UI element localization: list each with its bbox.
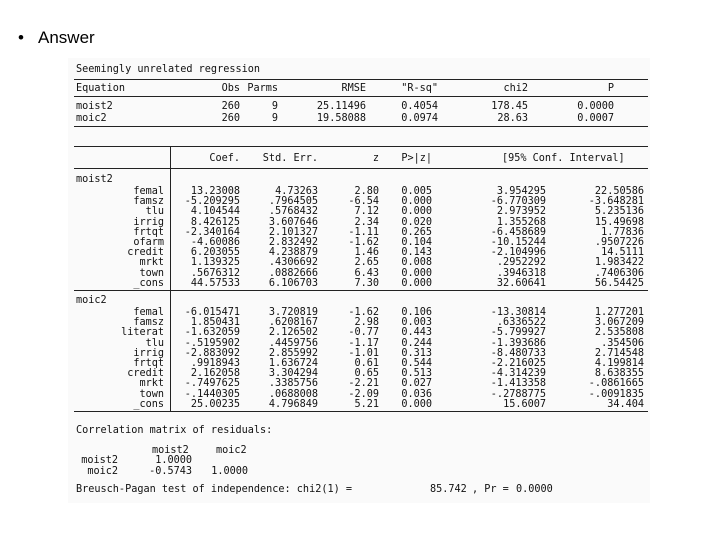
coef-header: P>|z| (401, 153, 432, 164)
coef-cell: 0.036 (401, 388, 432, 400)
corr-col-header: moic2 (216, 445, 247, 456)
summary-cell: 260 (221, 113, 240, 124)
variable-name: famsz (133, 317, 164, 329)
corr-row-label: moist2 (81, 455, 118, 466)
coef-cell: -.5195902 (184, 337, 240, 349)
coef-cell: 0.104 (401, 237, 432, 248)
coef-cell: 8.426125 (190, 216, 240, 228)
coef-cell: .4459756 (268, 337, 318, 349)
coef-cell: 1.277201 (594, 307, 644, 318)
coef-cell: -2.104996 (490, 247, 546, 259)
summary-top-rule (74, 79, 648, 80)
variable-name: irrig (133, 216, 164, 228)
coef-cell: 5.235136 (594, 206, 644, 218)
coef-cell: -3.648281 (588, 196, 644, 208)
variable-name: tlu (145, 337, 164, 349)
equation-name: moic2 (76, 295, 107, 306)
bullet-item (18, 28, 95, 48)
bp-test-label: Breusch-Pagan test of independence: chi2(1) = (76, 484, 353, 495)
summary-cell: 178.45 (491, 101, 528, 112)
coef-top-rule (74, 146, 648, 147)
summary-header: chi2 (503, 83, 528, 94)
coef-cell: 8.638355 (594, 368, 644, 380)
coef-cell: 4.199814 (594, 358, 644, 369)
coef-cell: 3.954295 (496, 186, 546, 197)
variable-name: town (139, 388, 164, 400)
coef-cell: 0.265 (401, 226, 432, 238)
corr-col-header: moist2 (152, 445, 189, 456)
variable-name: famsz (133, 196, 164, 208)
coef-cell: -10.15244 (490, 237, 546, 248)
coef-cell: 22.50586 (594, 186, 644, 197)
variable-name: mrkt (139, 257, 164, 269)
coef-cell: -0.77 (348, 327, 379, 339)
coef-cell: .0688008 (268, 388, 318, 400)
coef-cell: .7964505 (268, 196, 318, 208)
coef-cell: 0.000 (401, 196, 432, 208)
coef-cell: -1.62 (348, 307, 379, 318)
coef-cell: .7406306 (594, 267, 644, 279)
coef-cell: 56.54425 (594, 277, 644, 289)
corr-title: Correlation matrix of residuals: (76, 425, 273, 436)
coef-cell: -4.60086 (190, 237, 240, 248)
corr-row-label: moic2 (87, 466, 118, 477)
coef-cell: 3.720819 (268, 307, 318, 318)
coef-cell: -2.21 (348, 378, 379, 390)
coef-cell: 34.404 (607, 398, 644, 410)
coef-cell: -.7497625 (184, 378, 240, 390)
coef-cell: 2.65 (354, 257, 379, 269)
coef-cell: 0.008 (401, 257, 432, 269)
coef-cell: 4.796849 (268, 398, 318, 410)
summary-cell: 9 (271, 101, 278, 112)
coef-cell: 0.000 (401, 277, 432, 289)
coef-cell: 44.57533 (190, 277, 240, 289)
coef-cell: .6208167 (268, 317, 318, 329)
coef-cell: 0.000 (401, 267, 432, 279)
coef-cell: 1.355268 (496, 216, 546, 228)
coef-cell: 1.139325 (190, 257, 240, 269)
coef-cell: 0.244 (401, 337, 432, 349)
summary-cell: moist2 (76, 101, 113, 112)
coef-cell: -2.340164 (184, 226, 240, 238)
bp-test-chi2: 85.742 (430, 484, 467, 495)
coef-cell: 25.00235 (190, 398, 240, 410)
regression-output (68, 58, 650, 503)
variable-name: femal (133, 307, 164, 318)
coef-cell: 2.855992 (268, 347, 318, 359)
coef-cell: 0.020 (401, 216, 432, 228)
bp-test-pr: 0.0000 (516, 484, 553, 495)
coef-cell: -2.09 (348, 388, 379, 400)
coef-cell: -.0091835 (588, 388, 644, 400)
coef-cell: 15.6007 (503, 398, 546, 410)
summary-header: Obs (221, 83, 240, 94)
summary-header: RMSE (341, 83, 366, 94)
corr-cell: 1.0000 (211, 466, 248, 477)
coef-cell: -13.30814 (490, 307, 546, 318)
coef-cell: 0.544 (401, 358, 432, 369)
coef-cell: -.2788775 (490, 388, 546, 400)
corr-cell: 1.0000 (155, 455, 192, 466)
coef-cell: -5.799927 (490, 327, 546, 339)
coef-cell: .2952292 (496, 257, 546, 269)
variable-name: frtqt (133, 226, 164, 238)
coef-cell: 0.000 (401, 206, 432, 218)
summary-cell: 0.0974 (401, 113, 438, 124)
coef-cell: -5.209295 (184, 196, 240, 208)
coef-cell: 1.983422 (594, 257, 644, 269)
bp-test-pr-label: , Pr = (472, 484, 509, 495)
coef-cell: 1.850431 (190, 317, 240, 329)
coef-cell: 2.80 (354, 186, 379, 197)
corr-cell: -0.5743 (149, 466, 192, 477)
coef-cell: 0.000 (401, 398, 432, 410)
coef-cell: 32.60641 (496, 277, 546, 289)
coef-cell: .3946318 (496, 267, 546, 279)
summary-header: "R-sq" (401, 83, 438, 94)
coef-cell: -.0861665 (588, 378, 644, 390)
coef-cell: -6.54 (348, 196, 379, 208)
summary-cell: 0.4054 (401, 101, 438, 112)
summary-cell: moic2 (76, 113, 107, 124)
coef-cell: -6.015471 (184, 307, 240, 318)
variable-name: tlu (145, 206, 164, 218)
coef-cell: 4.73263 (275, 186, 318, 197)
coef-cell: -1.393686 (490, 337, 546, 349)
coef-cell: 2.973952 (496, 206, 546, 218)
variable-name: frtqt (133, 358, 164, 369)
coef-cell: 7.30 (354, 277, 379, 289)
summary-cell: 25.11496 (316, 101, 366, 112)
coef-cell: 0.143 (401, 247, 432, 259)
summary-mid-rule (74, 96, 648, 97)
coef-header: Std. Err. (262, 153, 318, 164)
coef-cell: 0.005 (401, 186, 432, 197)
coef-cell: 0.003 (401, 317, 432, 329)
coef-cell: 2.714548 (594, 347, 644, 359)
coef-cell: 3.067209 (594, 317, 644, 329)
variable-name: femal (133, 186, 164, 197)
coef-cell: -6.458689 (490, 226, 546, 238)
variable-name: irrig (133, 347, 164, 359)
coef-cell: 6.43 (354, 267, 379, 279)
coef-cell: 1.636724 (268, 358, 318, 369)
variable-name: credit (127, 247, 164, 259)
coef-cell: 14.5111 (601, 247, 644, 259)
coef-cell: 0.513 (401, 368, 432, 380)
variable-name: town (139, 267, 164, 279)
variable-name: literat (121, 327, 164, 339)
equation-divider (74, 411, 648, 412)
coef-cell: 0.65 (354, 368, 379, 380)
coef-cell: .4306692 (268, 257, 318, 269)
variable-name: credit (127, 368, 164, 380)
coef-cell: .9918943 (190, 358, 240, 369)
coef-cell: -2.883092 (184, 347, 240, 359)
summary-cell: 0.0007 (577, 113, 614, 124)
coef-cell: -1.62 (348, 237, 379, 248)
coef-cell: 4.238879 (268, 247, 318, 259)
output-title: Seemingly unrelated regression (76, 64, 261, 75)
coef-header-rule (74, 168, 648, 169)
coef-cell: .3385756 (268, 378, 318, 390)
coef-cell: 2.162058 (190, 368, 240, 380)
coef-cell: 3.607646 (268, 216, 318, 228)
coef-cell: 6.106703 (268, 277, 318, 289)
coef-cell: 2.34 (354, 216, 379, 228)
coef-cell: -1.17 (348, 337, 379, 349)
coef-cell: 0.027 (401, 378, 432, 390)
bullet-text: Answer (38, 28, 95, 47)
summary-header: P (607, 83, 614, 94)
coef-cell: .5676312 (190, 267, 240, 279)
coef-cell: 1.46 (354, 247, 379, 259)
coef-cell: 2.98 (354, 317, 379, 329)
coef-cell: 0.61 (354, 358, 379, 369)
coef-cell: -1.632059 (184, 327, 240, 339)
coef-cell: .5768432 (268, 206, 318, 218)
coef-cell: .354506 (601, 337, 644, 349)
coef-cell: -1.11 (348, 226, 379, 238)
summary-cell: 19.58088 (316, 113, 366, 124)
coef-cell: 2.535808 (594, 327, 644, 339)
coef-cell: 15.49698 (594, 216, 644, 228)
coef-cell: 6.203055 (190, 247, 240, 259)
coef-cell: -.1440305 (184, 388, 240, 400)
coef-cell: -6.770309 (490, 196, 546, 208)
coef-cell: 0.443 (401, 327, 432, 339)
coef-cell: 2.832492 (268, 237, 318, 248)
variable-name: mrkt (139, 378, 164, 390)
coef-cell: 3.304294 (268, 368, 318, 380)
variable-name: _cons (133, 398, 164, 410)
coef-cell: -8.480733 (490, 347, 546, 359)
equation-divider (74, 290, 648, 291)
coef-cell: 2.101327 (268, 226, 318, 238)
coef-cell: 13.23008 (190, 186, 240, 197)
coef-cell: 0.313 (401, 347, 432, 359)
variable-name: _cons (133, 277, 164, 289)
summary-cell: 260 (221, 101, 240, 112)
coef-cell: .6336522 (496, 317, 546, 329)
summary-bottom-rule (74, 126, 648, 127)
coef-vertical-divider (170, 147, 171, 411)
summary-cell: 28.63 (497, 113, 528, 124)
coef-cell: 4.104544 (190, 206, 240, 218)
variable-name: ofarm (133, 237, 164, 248)
summary-cell: 9 (271, 113, 278, 124)
coef-cell: -2.216025 (490, 358, 546, 369)
equation-name: moist2 (76, 174, 113, 185)
coef-cell: .0882666 (268, 267, 318, 279)
coef-cell: 1.77836 (601, 226, 644, 238)
bullet-dot-icon: • (18, 28, 24, 47)
summary-cell: 0.0000 (577, 101, 614, 112)
coef-cell: -1.413358 (490, 378, 546, 390)
coef-cell: 2.126502 (268, 327, 318, 339)
summary-header: Parms (247, 83, 278, 94)
coef-cell: .9507226 (594, 237, 644, 248)
coef-cell: 5.21 (354, 398, 379, 410)
coef-cell: 0.106 (401, 307, 432, 318)
coef-header: Coef. (209, 153, 240, 164)
coef-cell: -4.314239 (490, 368, 546, 380)
coef-cell: 7.12 (354, 206, 379, 218)
coef-header: [95% Conf. Interval] (502, 153, 625, 164)
coef-cell: -1.01 (348, 347, 379, 359)
coef-header: z (372, 153, 379, 164)
summary-header: Equation (76, 83, 126, 94)
